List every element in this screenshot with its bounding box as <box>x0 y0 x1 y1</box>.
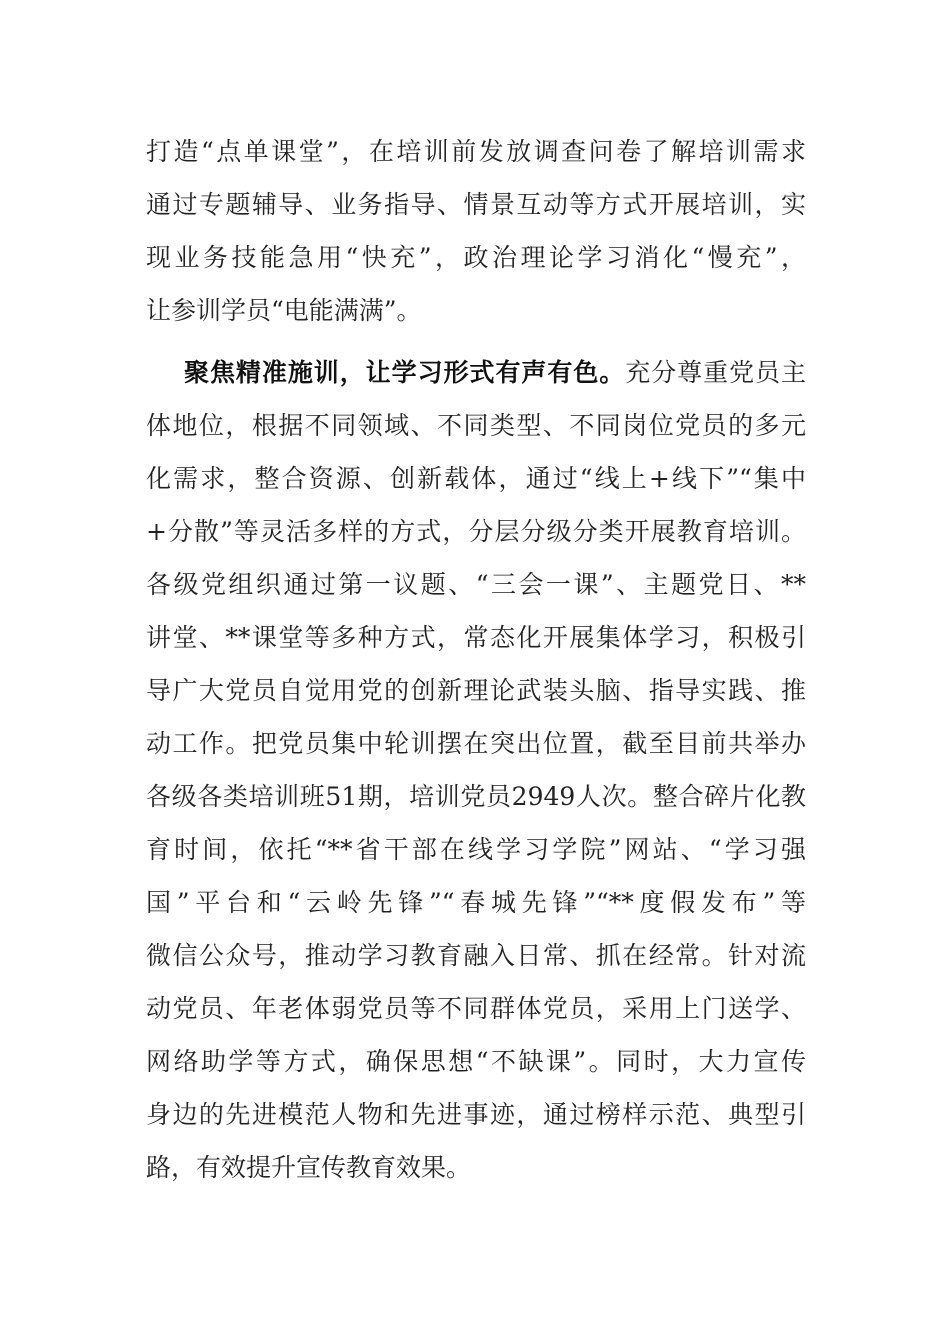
text-line: 讲堂、**课堂等多种方式，常态化开展集体学习，积极引 <box>146 623 806 652</box>
text-line: 国”平台和“云岭先锋”“春城先锋”“**度假发布”等 <box>146 888 806 917</box>
paragraph-spacer <box>146 337 806 346</box>
text-line: 各级党组织通过第一议题、“三会一课”、主题党日、** <box>146 570 806 599</box>
text-line: 导广大党员自觉用党的创新理论武装头脑、指导实践、推 <box>146 676 806 705</box>
paragraph-2 <box>146 346 806 1194</box>
text-line: 打造“点单课堂”，在培训前发放调查问卷了解培训需求 <box>146 137 806 166</box>
text-line: 体地位，根据不同领域、不同类型、不同岗位党员的多元 <box>146 411 806 440</box>
text-line: 现业务技能急用“快充”，政治理论学习消化“慢充”， <box>146 243 806 272</box>
paragraph-1 <box>146 125 806 337</box>
text-line: 动党员、年老体弱党员等不同群体党员，采用上门送学、 <box>146 994 806 1023</box>
paragraph-first-line <box>146 346 806 399</box>
text-line: 身边的先进模范人物和先进事迹，通过榜样示范、典型引 <box>146 1100 806 1129</box>
text-line: 网络助学等方式，确保思想“不缺课”。同时，大力宣传 <box>146 1047 806 1076</box>
text-line: 育时间，依托“**省干部在线学习学院”网站、“学习强 <box>146 835 806 864</box>
document-body <box>146 125 806 1194</box>
text-line: 动工作。把党员集中轮训摆在突出位置，截至目前共举办 <box>146 729 806 758</box>
text-line: 化需求，整合资源、创新载体，通过“线上+线下”“集中 <box>146 464 806 493</box>
text-line: 各级各类培训班51期，培训党员2949人次。整合碎片化教 <box>146 782 806 811</box>
text-line: +分散”等灵活多样的方式，分层分级分类开展教育培训。 <box>146 517 806 546</box>
text-line: 路，有效提升宣传教育效果。 <box>146 1153 472 1182</box>
paragraph-heading: 聚焦精准施训，让学习形式有声有色。 <box>184 358 626 387</box>
text-line: 让参训学员“电能满满”。 <box>146 296 422 325</box>
text-line: 通过专题辅导、业务指导、情景互动等方式开展培训，实 <box>146 190 806 219</box>
first-line-text: 充分尊重党员主 <box>625 358 806 387</box>
text-line: 微信公众号，推动学习教育融入日常、抓在经常。针对流 <box>146 941 806 970</box>
